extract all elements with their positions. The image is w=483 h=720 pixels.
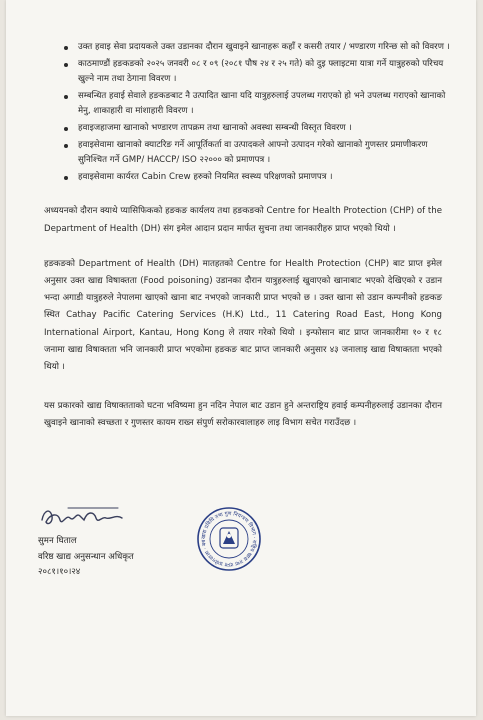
svg-text:खाद्य प्रविधि तथा गुण नियन्त्र: खाद्य प्रविधि तथा गुण नियन्त्रण विभाग · राष्ट्रिय खाद्य तथा दाना प्रयोगशाला · बब bbox=[200, 510, 258, 568]
list-item: हवाइसेवामा खानाको क्याटरिङ गर्ने आपूर्तिकर्ता वा उत्पादकले आफ्नो उत्पादन गरेको खानाको गुणस्तर प्रमाणीकरण सुनिश्चित गर्ने GMP/ HACCP/ ISO २२००० को प्रमाणपत्र । bbox=[60, 138, 452, 169]
signature-date: २०८१।१०।२४ bbox=[38, 567, 81, 577]
signatory-title: वरिष्ठ खाद्य अनुसन्धान अधिकृत bbox=[38, 551, 134, 562]
list-item: हवाइसेवामा कार्यरत Cabin Crew हरुको नियमित स्वस्थ्य परिक्षणको प्रमाणपत्र । bbox=[60, 170, 452, 186]
bullet-icon bbox=[64, 95, 68, 99]
paragraph-communication: अध्ययनको दौरान क्याथे प्यासिफिकको हङकङ कार्यलय तथा हङकङको Centre for Health Protection (CHP) of the Department of Health (DH) संग इमेल आदान प्रदान मार्फत सुचना तथा जानकारीहरु प्राप्त भएको थियो । bbox=[44, 206, 442, 234]
document-body bbox=[44, 40, 452, 433]
list-item: सम्बन्धित हवाई सेवाले हङकङबाट नै उत्पादित खाना यदि यात्रुहरुलाई उपलब्ध गराएको हो भने उपलब्ध गराएको खानाको मेनु, शाकाहारी वा मांशाहारी विवरण । bbox=[60, 89, 452, 120]
signatory-name: सुमन घिताल bbox=[38, 536, 77, 546]
list-item: उक्त हवाइ सेवा प्रदायकले उक्त उडानका दौरान खुवाइने खानाहरू कहाँ र कसरी तयार / भण्डारण गरिन्छ सो को विवरण । bbox=[60, 40, 452, 56]
bullet-icon bbox=[64, 127, 68, 131]
list-item: काठमाण्डौं हङकङको २०२५ जनवरी ०८ र ०९ (२०८१ पौष २४ र २५ गते) को दुइ फ्लाइटमा यात्रा गर्ने यात्रुहरुको परिचय खुल्ने नाम तथा ठेगाना विवरण । bbox=[60, 57, 452, 88]
list-item: हवाइजहाजमा खानाको भण्डारण तापक्रम तथा खानाको अवस्था सम्बन्धी विस्तृत विवरण । bbox=[60, 121, 452, 137]
bullet-icon bbox=[64, 46, 68, 50]
bullet-icon bbox=[64, 176, 68, 180]
office-seal-icon bbox=[196, 506, 262, 572]
requested-information-list bbox=[60, 40, 452, 185]
document-page bbox=[6, 0, 476, 716]
paragraph-advisory: यस प्रकारको खाद्य विषाक्तताको घटना भविष्यमा हुन नदिन नेपाल बाट उडान हुने अन्तराष्ट्रिय हवाई कम्पनीहरुलाई उडानका दौरान खुवाइने खानाको स्वच्छता र गुणस्तर कायम राख्न संपुर्ण सरोकारवालाहरु लाइ विभाग सचेत गराउँदछ । bbox=[44, 401, 442, 429]
office-seal bbox=[196, 506, 262, 572]
bullet-icon bbox=[64, 144, 68, 148]
paragraph-findings: हङकङको Department of Health (DH) मातहतको Centre for Health Protection (CHP) बाट प्राप्त इमेल अनुसार उक्त खाद्य विषाक्तता (Food poisoning) उडानका दौरान यात्रुहरुलाई खुवाएको खानाबाट भएको देखिएको र उडान भन्दा अगाडी यात्रुहरुले नेपालमा खाएको खाना बाट नभएको जानकारी प्राप्त भएको छ । उक्त खाना सो उडान कम्पनीको हङकङ स्थित Cathay Pacific Catering Services (H.K) Ltd., 11 Catering Road East, Hong Kong International Airport, Kantau, Hong Kong ले तयार गरेको थियो । इन्फोसान बाट प्राप्त जानकारीमा १० र १८ जनामा खाद्य विषाक्तता भनि जानकारी प्राप्त भएकोमा हङकङ बाट प्राप्त जानकारी अनुसार ४३ जनालाइ खाद्य विषाक्तता भएको थियो । bbox=[44, 258, 442, 372]
handwritten-signature-icon bbox=[38, 500, 126, 534]
bullet-icon bbox=[64, 63, 68, 67]
